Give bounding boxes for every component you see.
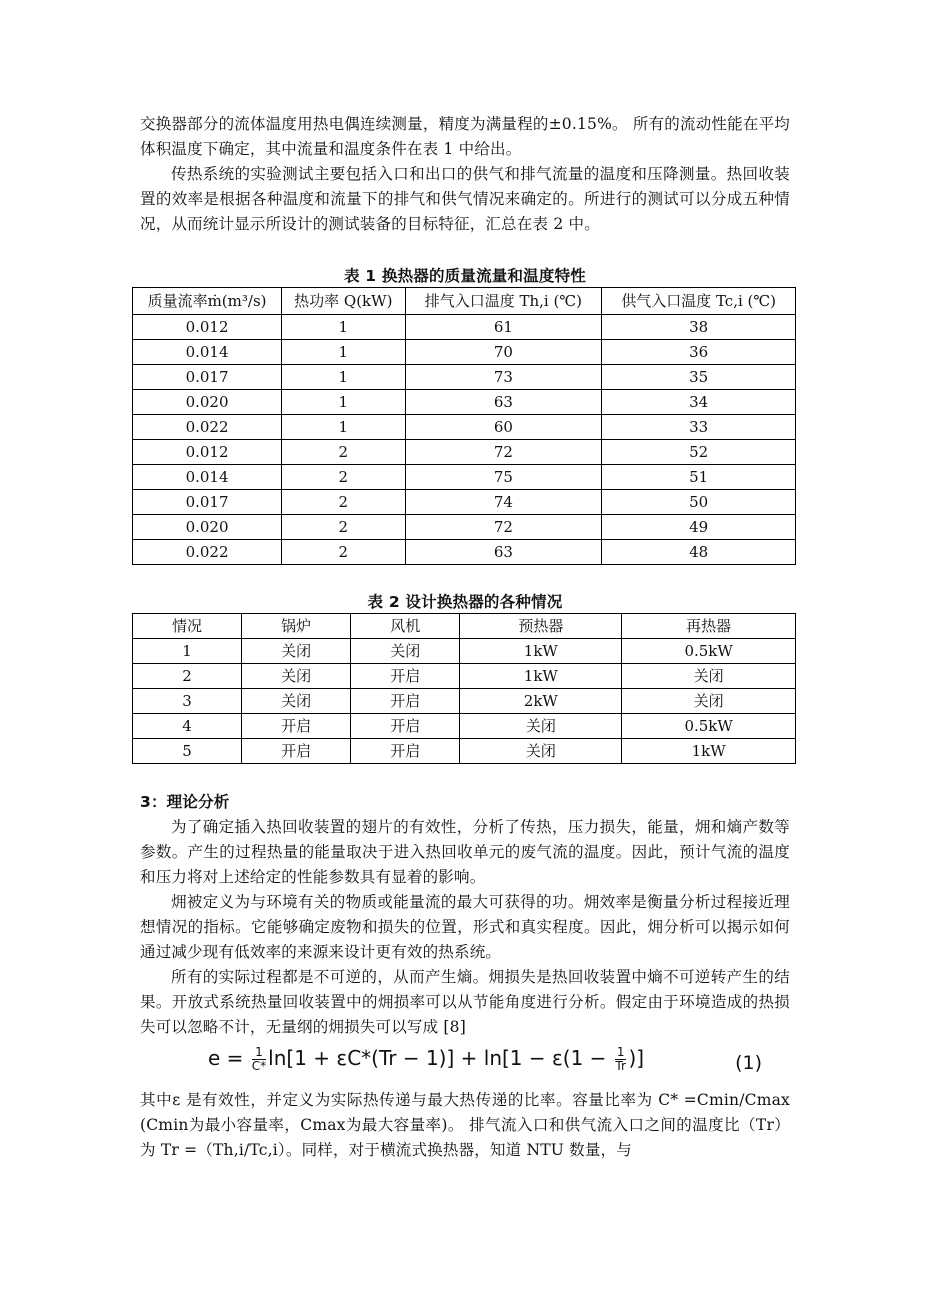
table-cell: 0.022 (133, 415, 282, 440)
table-cell: 48 (602, 540, 796, 565)
table-row (133, 540, 796, 565)
table-cell: 1 (282, 415, 405, 440)
table-cell: 35 (602, 365, 796, 390)
table-header: 质量流率ṁ(m³/s) (133, 288, 282, 315)
table-cell: 0.017 (133, 365, 282, 390)
table-header: 供气入口温度 Tc,i (℃) (602, 288, 796, 315)
table-row (133, 639, 796, 664)
table-cell: 61 (405, 315, 602, 340)
equation-number: (1) (735, 1052, 762, 1074)
table-row (133, 515, 796, 540)
table-cell: 2 (282, 440, 405, 465)
table-cell: 2 (282, 515, 405, 540)
table-cell: 开启 (351, 714, 460, 739)
table-cell: 4 (133, 714, 242, 739)
table-cell: 关闭 (460, 739, 622, 764)
table-cell: 2kW (460, 689, 622, 714)
table-cell: 关闭 (351, 639, 460, 664)
table-cell: 0.014 (133, 340, 282, 365)
table-cell: 1 (282, 340, 405, 365)
table2 (132, 613, 796, 764)
table-row (133, 664, 796, 689)
paragraph: 为了确定插入热回收装置的翅片的有效性，分析了传热，压力损失，能量，㶲和熵产数等参数。产生的过程热量的能量取决于进入热回收单元的废气流的温度。因此，预计气流的温度和压力将对上述给定的性能参数具有显着的影响。 (140, 818, 790, 886)
table-row (133, 490, 796, 515)
table-cell: 0.012 (133, 440, 282, 465)
table-cell: 0.5kW (622, 639, 796, 664)
table-cell: 34 (602, 390, 796, 415)
table-cell: 开启 (242, 739, 351, 764)
table-header-row (133, 288, 796, 315)
table-cell: 38 (602, 315, 796, 340)
table-cell: 50 (602, 490, 796, 515)
table-cell: 63 (405, 390, 602, 415)
section-heading: 3：理论分析 (140, 793, 230, 811)
table-cell: 1 (282, 390, 405, 415)
paragraph: 㶲被定义为与环境有关的物质或能量流的最大可获得的功。㶲效率是衡量分析过程接近理想情况的指标。它能够确定废物和损失的位置，形式和真实程度。因此，㶲分析可以揭示如何通过减少现有低效率的来源来设计更有效的热系统。 (140, 893, 790, 961)
table-cell: 2 (282, 490, 405, 515)
table-cell: 0.020 (133, 390, 282, 415)
table-cell: 2 (282, 540, 405, 565)
table-cell: 开启 (242, 714, 351, 739)
table2-caption: 表 2 设计换热器的各种情况 (367, 593, 563, 611)
table-row (133, 440, 796, 465)
table-row (133, 689, 796, 714)
table-cell: 1kW (622, 739, 796, 764)
table-cell: 0.020 (133, 515, 282, 540)
paragraph: 所有的实际过程都是不可逆的，从而产生熵。㶲损失是热回收装置中熵不可逆转产生的结果。开放式系统热量回收装置中的㶲损率可以从节能角度进行分析。假定由于环境造成的热损失可以忽略不计，无量纲的㶲损失可以写成 [8] (140, 968, 790, 1036)
table-row (133, 415, 796, 440)
paragraph: 交换器部分的流体温度用热电偶连续测量，精度为满量程的±0.15%。 所有的流动性能在平均体积温度下确定，其中流量和温度条件在表 1 中给出。 (140, 115, 790, 158)
table-cell: 关闭 (622, 664, 796, 689)
paragraph: 其中ε 是有效性，并定义为实际热传递与最大热传递的比率。容量比率为 C* =Cmin/Cmax (Cmin为最小容量率，Cmax为最大容量率)。 排气流入口和供气流入口之间的温度比（Tr）为 Tr =（Th,i/Tc,i）。同样，对于横流式换热器，知道 NTU 数量，与 (140, 1091, 790, 1159)
table-cell: 0.014 (133, 465, 282, 490)
table-cell: 33 (602, 415, 796, 440)
document-page (140, 112, 790, 1163)
paragraph: 传热系统的实验测试主要包括入口和出口的供气和排气流量的温度和压降测量。热回收装置的效率是根据各种温度和流量下的排气和供气情况来确定的。所进行的测试可以分成五种情况，从而统计显示所设计的测试装备的目标特征，汇总在表 2 中。 (140, 165, 790, 233)
table-cell: 74 (405, 490, 602, 515)
table1-caption: 表 1 换热器的质量流量和温度特性 (344, 267, 586, 285)
table-cell: 开启 (351, 664, 460, 689)
table-header: 热功率 Q(kW) (282, 288, 405, 315)
table-row (133, 365, 796, 390)
equation-lhs: e = (208, 1046, 250, 1070)
table1 (132, 287, 796, 565)
table-cell: 开启 (351, 689, 460, 714)
table-cell: 关闭 (460, 714, 622, 739)
table-cell: 0.022 (133, 540, 282, 565)
table-row (133, 465, 796, 490)
table-cell: 49 (602, 515, 796, 540)
table-row (133, 315, 796, 340)
table-cell: 5 (133, 739, 242, 764)
table-cell: 51 (602, 465, 796, 490)
table-cell: 36 (602, 340, 796, 365)
table-row (133, 714, 796, 739)
equation-body: ln[1 + εC*(Tr − 1)] + ln[1 − ε(1 − (268, 1046, 613, 1070)
table-header: 锅炉 (242, 614, 351, 639)
table-cell: 52 (602, 440, 796, 465)
table-row (133, 390, 796, 415)
table-cell: 2 (282, 465, 405, 490)
table-header: 排气入口温度 Th,i (℃) (405, 288, 602, 315)
equation-fraction: $\frac{1}{C*}$ (251, 1045, 267, 1073)
table-cell: 1 (133, 639, 242, 664)
table-cell: 关闭 (242, 689, 351, 714)
table-cell: 1 (282, 365, 405, 390)
table-cell: 75 (405, 465, 602, 490)
table-cell: 72 (405, 440, 602, 465)
equation-fraction: $\frac{1}{Tr}$ (615, 1045, 626, 1073)
table-cell: 关闭 (242, 639, 351, 664)
table-header: 情况 (133, 614, 242, 639)
table-cell: 70 (405, 340, 602, 365)
table-cell: 1 (282, 315, 405, 340)
equation-1 (140, 1040, 790, 1088)
table-header: 预热器 (460, 614, 622, 639)
table-header: 风机 (351, 614, 460, 639)
table-cell: 3 (133, 689, 242, 714)
equation-end: )] (628, 1046, 645, 1070)
table-header-row (133, 614, 796, 639)
table-cell: 0.5kW (622, 714, 796, 739)
table-cell: 72 (405, 515, 602, 540)
table-cell: 关闭 (242, 664, 351, 689)
table-cell: 开启 (351, 739, 460, 764)
table-cell: 0.012 (133, 315, 282, 340)
table-row (133, 739, 796, 764)
table-cell: 关闭 (622, 689, 796, 714)
table-cell: 1kW (460, 664, 622, 689)
table-cell: 0.017 (133, 490, 282, 515)
table-header: 再热器 (622, 614, 796, 639)
table-cell: 60 (405, 415, 602, 440)
table-cell: 2 (133, 664, 242, 689)
table-cell: 63 (405, 540, 602, 565)
table-cell: 1kW (460, 639, 622, 664)
table-cell: 73 (405, 365, 602, 390)
table-row (133, 340, 796, 365)
